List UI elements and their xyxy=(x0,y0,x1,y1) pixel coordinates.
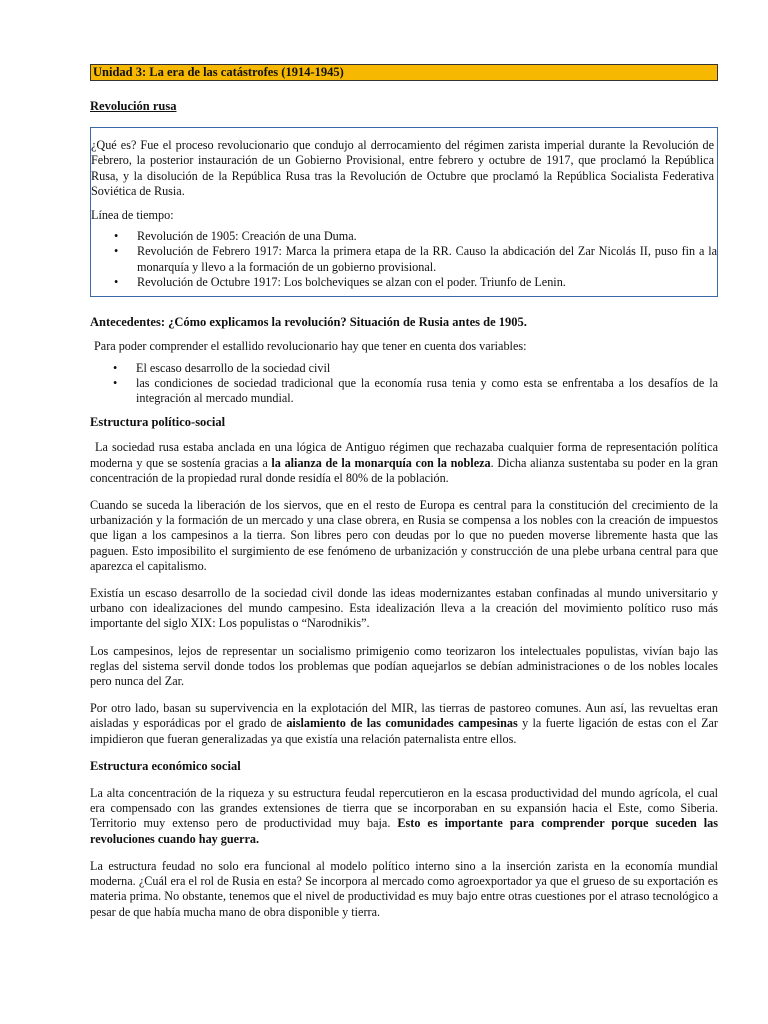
economico-paragraph-2: La estructura feudad no solo era funcional al modelo político interno sino a la inserción zarista en la economía mundial moderna. ¿Cuál era el rol de Rusia en esta? Se incorpora al mercado como agroexportador ya que el grueso de su exportación es materia prima. No obstante, tenemos que el nivel de productividad es muy bajo entre otras cuestiones por el atraso tecnológico a pesar de que había mucha mano de obra disponible y tierra. xyxy=(90,858,718,919)
timeline-list xyxy=(91,229,717,290)
antecedentes-intro: Para poder comprender el estallido revolucionario hay que tener en cuenta dos variables: xyxy=(94,339,527,354)
politico-paragraph-3: Existía un escaso desarrollo de la sociedad civil donde las ideas modernizantes estaban confinadas al mundo universitario y urbano con idealizaciones del mundo campesino. Esta idealización lleva a la creación del movimiento político ruso más importante del siglo XIX: Los populistas o “Narodnikis”. xyxy=(90,586,718,631)
variable-item: • El escaso desarrollo de la sociedad civil xyxy=(90,361,718,376)
variables-list xyxy=(90,361,718,407)
timeline-label: Línea de tiempo: xyxy=(91,208,174,223)
definition-box xyxy=(90,127,718,297)
economico-heading: Estructura económico social xyxy=(90,758,241,773)
unit-header: Unidad 3: La era de las catástrofes (1914-1945) xyxy=(90,64,718,81)
politico-paragraph-2: Cuando se suceda la liberación de los siervos, que en el resto de Europa es central para la constitución del crecimiento de la urbanización y la formación de un mercado y una clase obrera, en Rusia se compensa a los nobles con la creación de impuestos que ligan a los campesinos a la tierra. Son libres pero con deudas por lo que no pueden moverse libremente hasta que las paguen. Esto imposibilito el surgimiento de ese fenómeno de urbanización y construcción de una plebe urbana central para que aparezca el capitalismo. xyxy=(90,498,718,573)
timeline-item: • Revolución de Octubre 1917: Los bolcheviques se alzan con el poder. Triunfo de Lenin. xyxy=(91,275,717,290)
economico-paragraph-1: La alta concentración de la riqueza y su estructura feudal repercutieron en la escasa productividad del mundo agrícola, el cual era compensado con las grandes extensiones de tierra que se incorporaban en su expansión hacia el Este, como Siberia. Territorio muy extenso pero de productividad muy baja. Esto es importante para comprender porque suceden las revoluciones cuando hay guerra. xyxy=(90,786,718,846)
variable-item: • las condiciones de sociedad tradicional que la economía rusa tenia y como esta se enfrentaba a los desafíos de la integración al mercado mundial. xyxy=(90,376,718,406)
antecedentes-heading: Antecedentes: ¿Cómo explicamos la revolución? Situación de Rusia antes de 1905. xyxy=(90,315,527,330)
politico-heading: Estructura político-social xyxy=(90,415,226,430)
timeline-item: • Revolución de 1905: Creación de una Duma. xyxy=(91,229,717,244)
politico-paragraph-1: La sociedad rusa estaba anclada en una lógica de Antiguo régimen que rechazaba cualquier forma de representación política moderna y que se sostenía gracias a la alianza de la monarquía con la nobleza. Dicha alianza sustentaba su poder en la gran concentración de la propiedad rural donde residía el 80% de la población. xyxy=(90,440,718,485)
timeline-item: • Revolución de Febrero 1917: Marca la primera etapa de la RR. Causo la abdicación del Zar Nicolás II, puso fin a la monarquía y llevo a la formación de un gobierno provisional. xyxy=(91,244,717,274)
definition-text: ¿Qué es? Fue el proceso revolucionario que condujo al derrocamiento del régimen zarista imperial durante la Revolución de Febrero, la posterior instauración de un Gobierno Provisional, entre febrero y octubre de 1917, que proclamó la República Rusa, y la disolución de la República Rusa tras la Revolución de Octubre que proclamó la República Socialista Federativa Soviética de Rusia. xyxy=(91,138,714,198)
politico-paragraph-4: Los campesinos, lejos de representar un socialismo primigenio como teorizaron los intelectuales populistas, vivían bajo las reglas del sistema servil donde todos los problemas que podían aquejarlos se debían administraciones o de los nobles locales pero nunca del Zar. xyxy=(90,643,718,689)
document-page xyxy=(90,64,718,920)
section-title: Revolución rusa xyxy=(90,99,177,113)
politico-paragraph-5: Por otro lado, basan su supervivencia en la explotación del MIR, las tierras de pastoreo comunes. Aun así, las revueltas eran aisladas y esporádicas por el grado de aislamiento de las comunidades campesinas y la fuerte ligación de estas con el Zar impidieron que fueran generalizadas ya que existía una relación paternalista entre ellos. xyxy=(90,701,718,746)
